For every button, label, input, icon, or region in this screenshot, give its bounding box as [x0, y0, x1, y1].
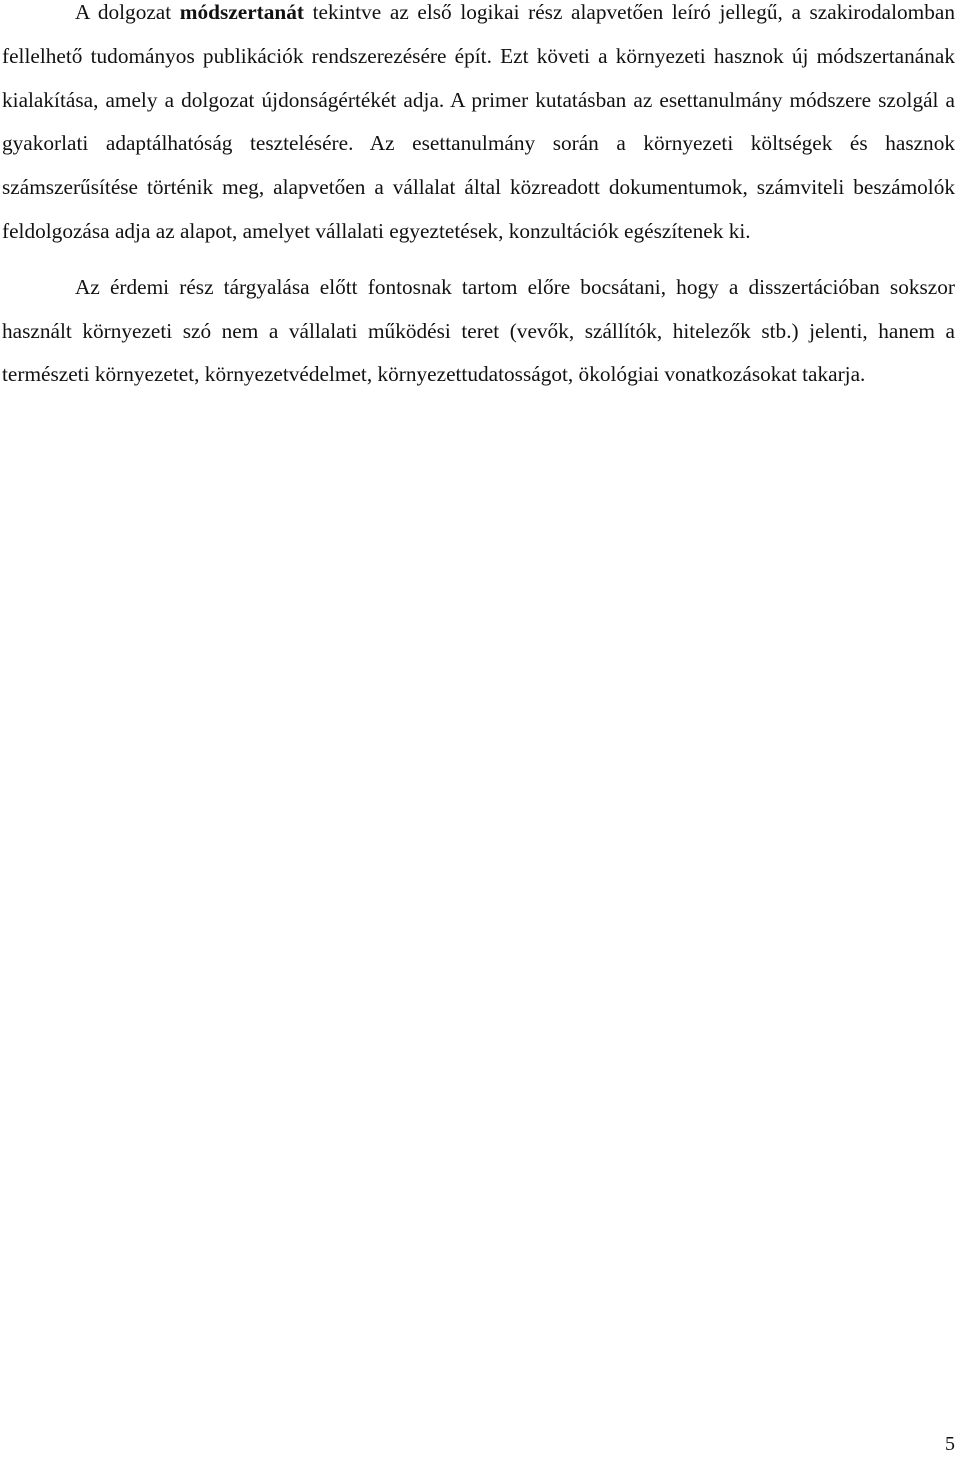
page-number: 5 — [945, 1433, 955, 1455]
text-segment: tekintve az első logikai rész alapvetően leíró jellegű, a szakirodalomban fellelhető tudományos publikációk rendszerezésére épít. Ezt követi a környezeti hasznok új módszertanának kialakítása, amely a dolgozat újdonságértékét adja. A primer kutatásban az esettanulmány módszere szolgál a gyakorlati adaptálhatóság tesztelésére. Az esettanulmány során a környezeti költségek és hasznok számszerűsítése történik meg, alapvetően a vállalat által közreadott dokumentumok, számviteli beszámolók feldolgozása adja az alapot, amelyet vállalati egyeztetések, konzultációk egészítenek ki. — [2, 0, 955, 243]
emphasized-term: módszertanát — [179, 0, 305, 24]
paragraph-terminology — [2, 266, 955, 397]
text-segment: Az érdemi rész tárgyalása előtt fontosnak tartom előre bocsátani, hogy a disszertációban sokszor használt környezeti szó nem a vállalati működési teret (vevők, szállítók, hitelezők stb.) jelenti, hanem a természeti környezetet, környezetvédelmet, környezettudatosságot, ökológiai vonatkozásokat takarja. — [2, 274, 955, 387]
text-segment: A dolgozat — [75, 0, 180, 24]
paragraph-methodology — [2, 0, 955, 254]
document-body — [2, 0, 955, 409]
